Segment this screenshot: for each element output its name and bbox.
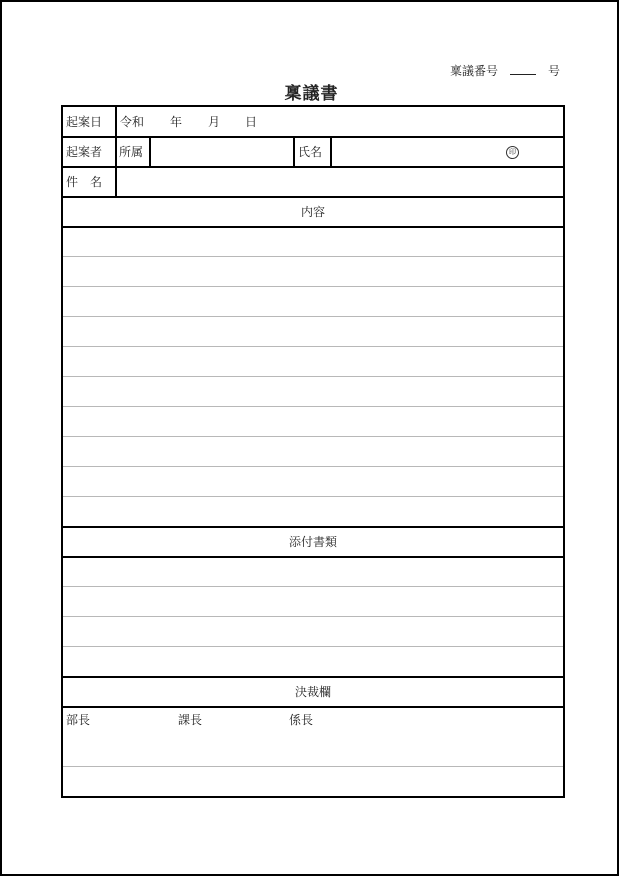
dept-label: 所属	[119, 145, 144, 159]
seal-icon: 印	[506, 146, 519, 159]
approver-section-chief: 課長	[178, 713, 203, 727]
year-label: 年	[170, 115, 183, 129]
content-line	[63, 376, 563, 377]
subject-field[interactable]	[117, 168, 563, 197]
name-divider	[293, 138, 295, 167]
era-label: 令和	[120, 115, 145, 129]
content-line	[63, 256, 563, 257]
page-title: 稟議書	[284, 84, 339, 104]
doc-number-suffix: 号	[548, 64, 561, 78]
name-field[interactable]	[332, 138, 563, 167]
ringi-form	[61, 105, 565, 798]
content-line	[63, 466, 563, 467]
content-line	[63, 346, 563, 347]
approval-area[interactable]	[63, 708, 563, 796]
approval-line	[63, 766, 563, 767]
attachments-area[interactable]	[63, 558, 563, 676]
doc-number-blank[interactable]	[510, 64, 536, 75]
approver-dept-head: 部長	[66, 713, 91, 727]
day-label: 日	[245, 115, 258, 129]
approval-header: 決裁欄	[294, 685, 331, 699]
content-line	[63, 436, 563, 437]
content-line	[63, 496, 563, 497]
attachments-header: 添付書類	[288, 535, 337, 549]
attachment-line	[63, 616, 563, 617]
content-line	[63, 286, 563, 287]
date-field[interactable]	[117, 107, 563, 136]
approver-subsection-chief: 係長	[289, 713, 314, 727]
subject-label: 件 名	[66, 175, 103, 189]
date-label: 起案日	[66, 115, 103, 129]
drafter-divider	[115, 138, 117, 167]
content-line	[63, 406, 563, 407]
content-line	[63, 316, 563, 317]
content-header: 内容	[300, 205, 325, 219]
row-divider	[63, 196, 563, 198]
dept-field[interactable]	[151, 138, 293, 167]
month-label: 月	[208, 115, 221, 129]
attachment-line	[63, 586, 563, 587]
content-area[interactable]	[63, 228, 563, 526]
drafter-label: 起案者	[66, 145, 103, 159]
doc-number-label: 稟議番号	[450, 64, 499, 78]
doc-number	[450, 62, 560, 79]
section-divider	[63, 526, 563, 528]
attachment-line	[63, 646, 563, 647]
section-divider	[63, 676, 563, 678]
name-label: 氏名	[298, 145, 323, 159]
